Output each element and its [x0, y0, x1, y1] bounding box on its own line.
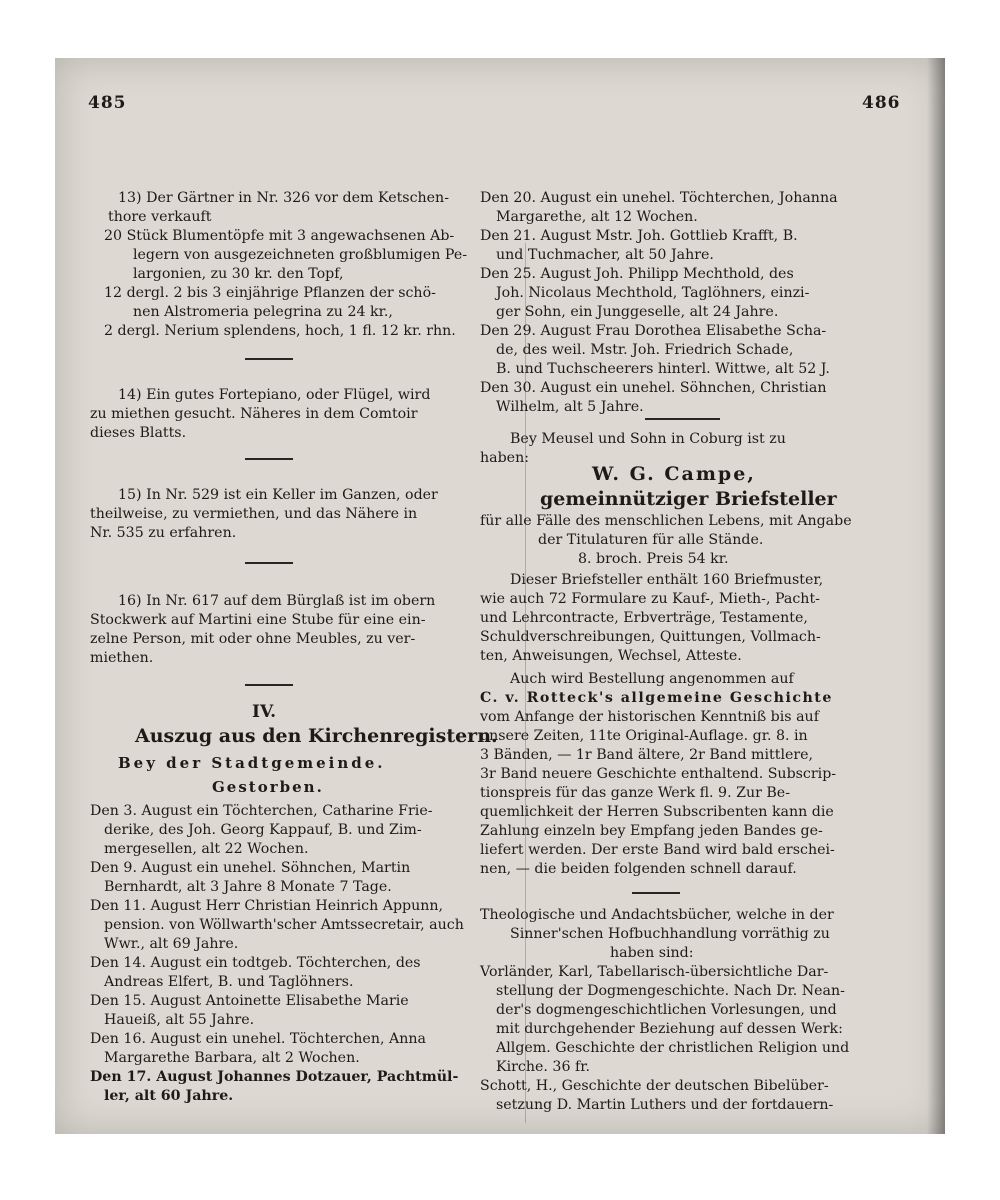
text-line: B. und Tuchscheerers hinterl. Wittwe, alt 52 J. [496, 361, 830, 377]
text-line: dieses Blatts. [90, 425, 187, 441]
text-line: theilweise, zu vermiethen, und das Nähere in [90, 506, 418, 522]
text-line: Dieser Briefsteller enthält 160 Briefmuster, [510, 572, 824, 588]
book-price: 8. broch. Preis 54 kr. [578, 551, 729, 567]
separator-rule [245, 358, 293, 360]
section-subtitle: Bey der Stadtgemeinde. [118, 754, 386, 772]
separator-rule [245, 684, 293, 686]
text-line: zu miethen gesucht. Näheres in dem Comtoir [90, 406, 418, 422]
text-line: Schott, H., Geschichte der deutschen Bibelüber- [480, 1078, 829, 1094]
page-number-left: 485 [88, 93, 127, 113]
text-line: haben: [480, 450, 529, 466]
text-line: für alle Fälle des menschlichen Lebens, mit Angabe [480, 513, 852, 529]
text-line: Nr. 535 zu erfahren. [90, 525, 237, 541]
text-line: 15) In Nr. 529 ist ein Keller im Ganzen, oder [118, 487, 438, 503]
separator-rule [632, 892, 680, 894]
text-line: mit durchgehender Beziehung auf dessen Werk: [496, 1021, 843, 1037]
text-line: quemlichkeit der Herren Subscribenten kann die [480, 804, 834, 820]
separator-rule [245, 458, 293, 460]
text-line: Schuldverschreibungen, Quittungen, Vollmach- [480, 629, 821, 645]
text-line: 14) Ein gutes Fortepiano, oder Flügel, wird [118, 387, 431, 403]
text-line: 13) Der Gärtner in Nr. 326 vor dem Ketschen- [118, 190, 449, 206]
text-line: Allgem. Geschichte der christlichen Religion und [496, 1040, 850, 1056]
text-line: 20 Stück Blumentöpfe mit 3 angewachsenen Ab- [104, 228, 455, 244]
text-line: Den 15. August Antoinette Elisabethe Marie [90, 993, 409, 1009]
text-line: Theologische und Andachtsbücher, welche in der [480, 907, 834, 923]
text-line: der Titulaturen für alle Stände. [538, 532, 764, 548]
text-line: C. v. Rotteck's allgemeine Geschichte [480, 690, 833, 706]
section-title: Auszug aus den Kirchenregistern. [135, 725, 498, 747]
text-line: 3 Bänden, — 1r Band ältere, 2r Band mittlere, [480, 747, 814, 763]
text-line: largonien, zu 30 kr. den Topf, [133, 266, 344, 282]
text-line: Den 29. August Frau Dorothea Elisabethe Scha- [480, 323, 827, 339]
text-line: ger Sohn, ein Junggeselle, alt 24 Jahre. [496, 304, 779, 320]
text-line: Stockwerk auf Martini eine Stube für eine ein- [90, 612, 426, 628]
separator-rule [645, 418, 720, 420]
text-line: Vorländer, Karl, Tabellarisch-übersichtliche Dar- [480, 964, 829, 980]
text-line: und Lehrcontracte, Erbverträge, Testamente, [480, 610, 808, 626]
text-line: tionspreis für das ganze Werk fl. 9. Zur Be- [480, 785, 790, 801]
text-line: Den 9. August ein unehel. Söhnchen, Martin [90, 860, 411, 876]
text-line: pension. von Wöllwarth'scher Amtssecretair, auch [104, 917, 464, 933]
text-line: Bey Meusel und Sohn in Coburg ist zu [510, 431, 786, 447]
text-line: Den 11. August Herr Christian Heinrich Appunn, [90, 898, 444, 914]
text-line: unsere Zeiten, 11te Original-Auflage. gr. 8. in [480, 728, 808, 744]
text-line: Margarethe, alt 12 Wochen. [496, 209, 698, 225]
text-line: 16) In Nr. 617 auf dem Bürglaß ist im obern [118, 593, 436, 609]
text-line: Andreas Elfert, B. und Taglöhners. [104, 974, 354, 990]
text-line: Den 14. August ein todtgeb. Töchterchen, des [90, 955, 421, 971]
text-line: zelne Person, mit oder ohne Meubles, zu ver- [90, 631, 416, 647]
text-line: Sinner'schen Hofbuchhandlung vorräthig zu [510, 926, 830, 942]
text-line: wie auch 72 Formulare zu Kauf-, Mieth-, Pacht- [480, 591, 820, 607]
text-line: Zahlung einzeln bey Empfang jeden Bandes ge- [480, 823, 823, 839]
text-line: setzung D. Martin Luthers und der fortdauern- [496, 1097, 834, 1113]
text-line: legern von ausgezeichneten großblumigen Pe- [133, 247, 468, 263]
text-line: 12 dergl. 2 bis 3 einjährige Pflanzen der schö- [104, 285, 436, 301]
text-line: Haueiß, alt 55 Jahre. [104, 1012, 255, 1028]
text-line: Den 3. August ein Töchterchen, Catharine Frie- [90, 803, 433, 819]
text-line: der's dogmengeschichtlichen Vorlesungen, und [496, 1002, 837, 1018]
text-line: Bernhardt, alt 3 Jahre 8 Monate 7 Tage. [104, 879, 392, 895]
book-author: W. G. Campe, [592, 463, 756, 485]
text-line: haben sind: [610, 945, 694, 961]
text-line: liefert werden. Der erste Band wird bald erschei- [480, 842, 835, 858]
text-line: Den 30. August ein unehel. Söhnchen, Christian [480, 380, 827, 396]
section-number: IV. [252, 702, 277, 722]
page-number-right: 486 [862, 93, 901, 113]
text-line: ten, Anweisungen, Wechsel, Atteste. [480, 648, 742, 664]
text-line: und Tuchmacher, alt 50 Jahre. [496, 247, 714, 263]
text-line: Kirche. 36 fr. [496, 1059, 590, 1075]
text-line: Den 16. August ein unehel. Töchterchen, Anna [90, 1031, 426, 1047]
text-line: miethen. [90, 650, 154, 666]
text-line: Margarethe Barbara, alt 2 Wochen. [104, 1050, 360, 1066]
book-title: gemeinnütziger Briefsteller [540, 488, 837, 510]
section-heading: Gestorben. [212, 778, 324, 796]
text-line: nen Alstromeria pelegrina zu 24 kr., [133, 304, 393, 320]
text-line: Den 21. August Mstr. Joh. Gottlieb Krafft, B. [480, 228, 798, 244]
text-line: Auch wird Bestellung angenommen auf [510, 671, 794, 687]
text-line: Den 20. August ein unehel. Töchterchen, Johanna [480, 190, 838, 206]
text-line: Den 17. August Johannes Dotzauer, Pachtmül- [90, 1069, 459, 1085]
text-line: derike, des Joh. Georg Kappauf, B. und Zim- [104, 822, 422, 838]
text-line: Joh. Nicolaus Mechthold, Taglöhners, einzi- [496, 285, 810, 301]
text-line: thore verkauft [108, 209, 212, 225]
text-line: 3r Band neuere Geschichte enthaltend. Subscrip- [480, 766, 837, 782]
text-line: stellung der Dogmengeschichte. Nach Dr. Nean- [496, 983, 845, 999]
text-line: 2 dergl. Nerium splendens, hoch, 1 fl. 12 kr. rhn. [104, 323, 456, 339]
text-line: Den 25. August Joh. Philipp Mechthold, des [480, 266, 794, 282]
text-line: ler, alt 60 Jahre. [104, 1088, 234, 1104]
text-line: Wilhelm, alt 5 Jahre. [496, 399, 644, 415]
text-line: Wwr., alt 69 Jahre. [104, 936, 239, 952]
separator-rule [245, 562, 293, 564]
text-line: vom Anfange der historischen Kenntniß bis auf [480, 709, 819, 725]
text-line: nen, — die beiden folgenden schnell darauf. [480, 861, 797, 877]
text-line: mergesellen, alt 22 Wochen. [104, 841, 309, 857]
text-line: de, des weil. Mstr. Joh. Friedrich Schade, [496, 342, 794, 358]
